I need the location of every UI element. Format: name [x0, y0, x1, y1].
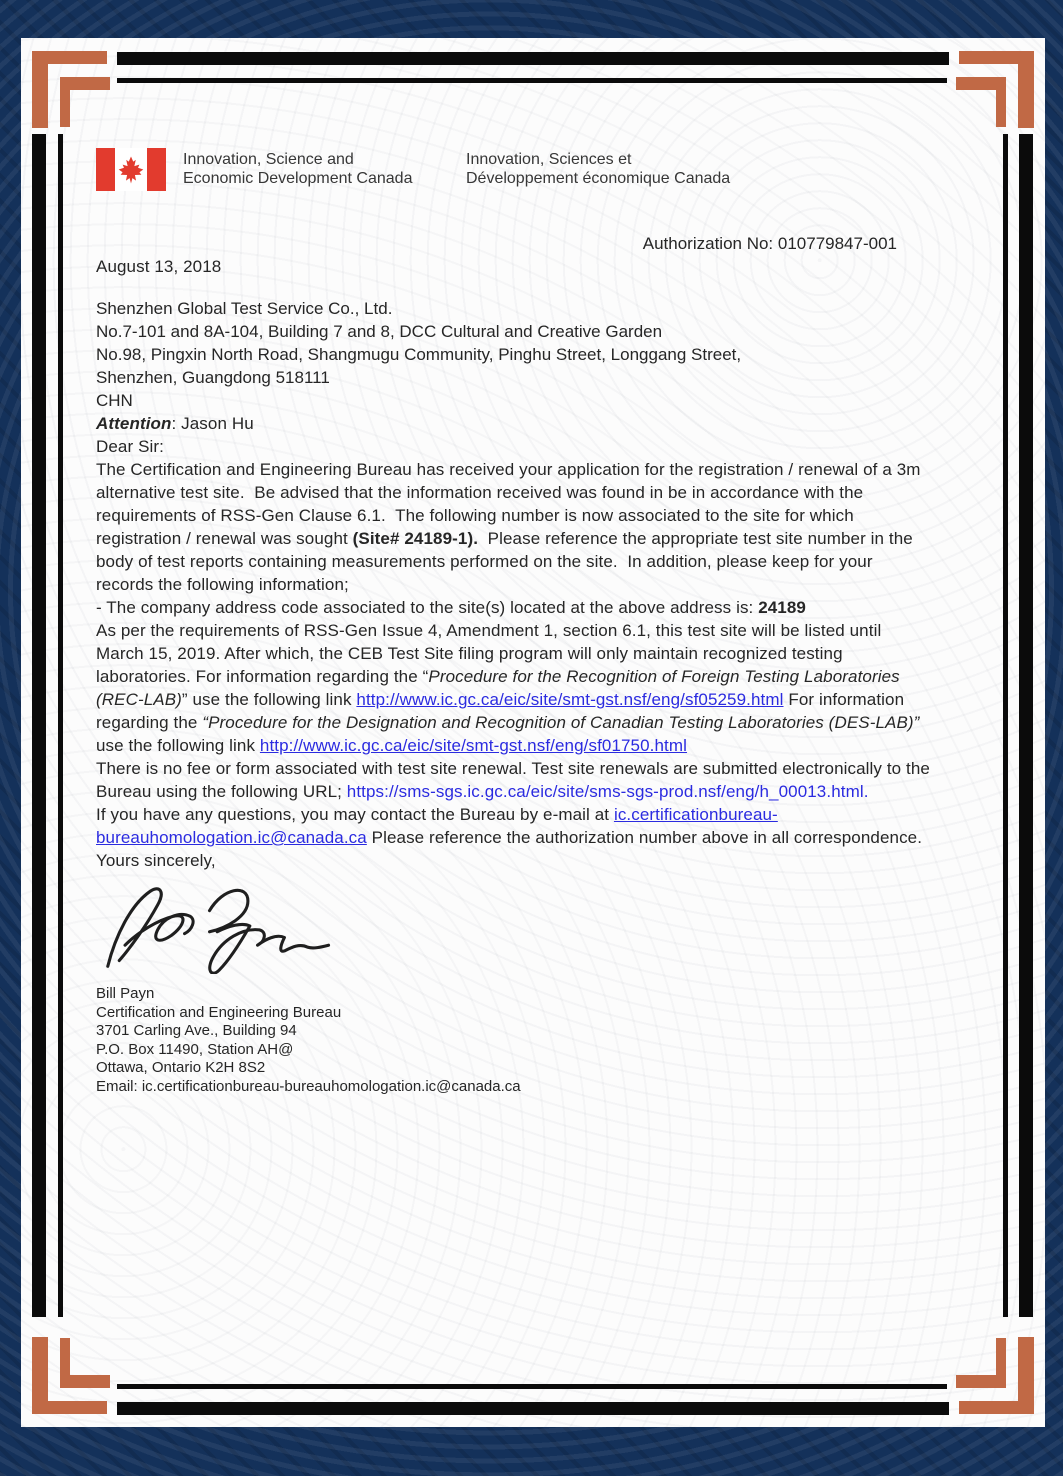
- signoff-address-line: Ottawa, Ontario K2H 8S2: [96, 1059, 266, 1076]
- border-bar-top-thin: [117, 78, 947, 83]
- signature-bill-payn: [96, 878, 933, 979]
- signoff-email: Email: ic.certificationbureau-bureauhomologation.ic@canada.ca: [96, 1077, 521, 1095]
- corner-bracket-inner: [956, 77, 1006, 127]
- border-bar-bottom-thin: [117, 1384, 947, 1389]
- border-bar-right-thin: [1003, 134, 1008, 1317]
- italic-run: “Procedure for the Designation and Recognition of Canadian Testing Laboratories (DES-LAB)”: [202, 713, 920, 732]
- italic-run: Procedure for the Recognition of Foreign Testing Laboratories (REC-LAB): [96, 667, 905, 709]
- site-number-bold: (Site# 24189-1).: [352, 529, 479, 548]
- text-run: ” use the following link: [181, 690, 357, 709]
- border-bar-left-thin: [58, 134, 63, 1317]
- signoff-block: [96, 985, 933, 1096]
- paragraph-listing: [96, 619, 933, 757]
- corner-bracket-top-right: [945, 38, 1045, 138]
- recipient-address-line: Shenzhen, Guangdong 518111: [96, 368, 330, 387]
- corner-bracket-inner: [60, 77, 110, 127]
- paragraph-renewal: [96, 757, 933, 803]
- border-bar-top-thick: [117, 52, 949, 65]
- text-run: Please reference the appropriate test site number in the body of test reports containing measurements performed on the site. In addition, please keep for your records the following information;: [96, 529, 918, 594]
- org-name-french: [466, 148, 730, 188]
- attention-value: : Jason Hu: [171, 414, 254, 433]
- recipient-address: [96, 297, 933, 412]
- text-run: use the following link: [96, 713, 925, 755]
- paragraph-registration: [96, 458, 933, 596]
- signoff-org: Certification and Engineering Bureau: [96, 1003, 342, 1021]
- corner-bracket-bottom-right: [945, 1327, 1045, 1427]
- flag-red-band-left: [96, 148, 115, 191]
- recipient-address-line: No.7-101 and 8A-104, Building 7 and 8, DCC Cultural and Creative Garden: [96, 322, 663, 341]
- signoff-address-line: 3701 Carling Ave., Building 94: [96, 1022, 297, 1039]
- text-run: If you have any questions, you may contact the Bureau by e-mail at: [96, 805, 614, 824]
- hyperlink-renewal-url[interactable]: https://sms-sgs.ic.gc.ca/eic/site/sms-sgs-prod.nsf/eng/h_00013.html.: [346, 782, 869, 801]
- authorization-number: Authorization No: 010779847-001: [642, 234, 897, 253]
- canada-flag-logo: [96, 148, 166, 191]
- text-run: Please reference the authorization number above in all correspondence.: [366, 828, 923, 847]
- org-name-english: [183, 148, 466, 188]
- letter-paper: [21, 38, 1045, 1427]
- address-code-bold: 24189: [758, 598, 806, 617]
- hyperlink-rec-lab[interactable]: http://www.ic.gc.ca/eic/site/smt-gst.nsf/eng/sf05259.html: [356, 690, 784, 709]
- attention-line: [96, 412, 933, 435]
- signoff-name: Bill Payn: [96, 985, 155, 1002]
- signature-stroke: [96, 878, 396, 974]
- border-bar-left-thick: [32, 134, 46, 1317]
- letter-date: August 13, 2018: [96, 257, 222, 276]
- signoff-address-line: P.O. Box 11490, Station AH@: [96, 1040, 294, 1058]
- flag-white-band: [115, 148, 147, 191]
- flag-red-band-right: [147, 148, 166, 191]
- paragraph-contact: [96, 803, 933, 849]
- text-run: There is no fee or form associated with test site renewal. Test site renewals are submitted electronically to the Bureau using the following URL;: [96, 759, 935, 801]
- closing-line: Yours sincerely,: [96, 851, 216, 870]
- recipient-company: Shenzhen Global Test Service Co., Ltd.: [96, 299, 393, 318]
- border-bar-right-thick: [1019, 134, 1033, 1317]
- paragraph-address-code: [96, 596, 933, 619]
- org-name-french-line2: Développement économique Canada: [466, 170, 731, 187]
- org-name-english-line1: Innovation, Science and: [183, 151, 354, 168]
- attention-label: Attention: [96, 414, 172, 433]
- salutation: Dear Sir:: [96, 437, 164, 456]
- recipient-address-line: No.98, Pingxin North Road, Shangmugu Community, Pinghu Street, Longgang Street,: [96, 345, 742, 364]
- text-run: For information regarding the: [96, 690, 909, 732]
- corner-bracket-bottom-left: [21, 1327, 121, 1427]
- corner-bracket-top-left: [21, 38, 121, 138]
- letter-content: [96, 148, 933, 1096]
- recipient-country: CHN: [96, 391, 133, 410]
- maple-leaf-icon: [117, 155, 145, 185]
- department-header: [96, 148, 933, 191]
- corner-bracket-inner: [60, 1338, 110, 1388]
- org-name-french-line1: Innovation, Sciences et: [466, 151, 632, 168]
- hyperlink-contact-email[interactable]: ic.certificationbureau-bureauhomologation.ic@canada.ca: [96, 805, 778, 847]
- org-name-english-line2: Economic Development Canada: [183, 170, 413, 187]
- corner-bracket-inner: [956, 1338, 1006, 1388]
- text-run: As per the requirements of RSS-Gen Issue 4, Amendment 1, section 6.1, this test site will be listed until March 15, 2019. After which, the CEB Test Site filing program will only maintain recognized testing laboratories. For information regarding the “: [96, 621, 887, 686]
- text-run: The Certification and Engineering Bureau has received your application for the registration / renewal of a 3m alternative test site. Be advised that the information received was found in be in accordance with the requirements of RSS-Gen Clause 6.1. The following number is now associated to the site for which registration / renewal was sought: [96, 460, 926, 548]
- text-run: - The company address code associated to the site(s) located at the above address is:: [96, 598, 759, 617]
- border-bar-bottom-thick: [117, 1402, 949, 1415]
- hyperlink-des-lab[interactable]: http://www.ic.gc.ca/eic/site/smt-gst.nsf/eng/sf01750.html: [259, 736, 688, 755]
